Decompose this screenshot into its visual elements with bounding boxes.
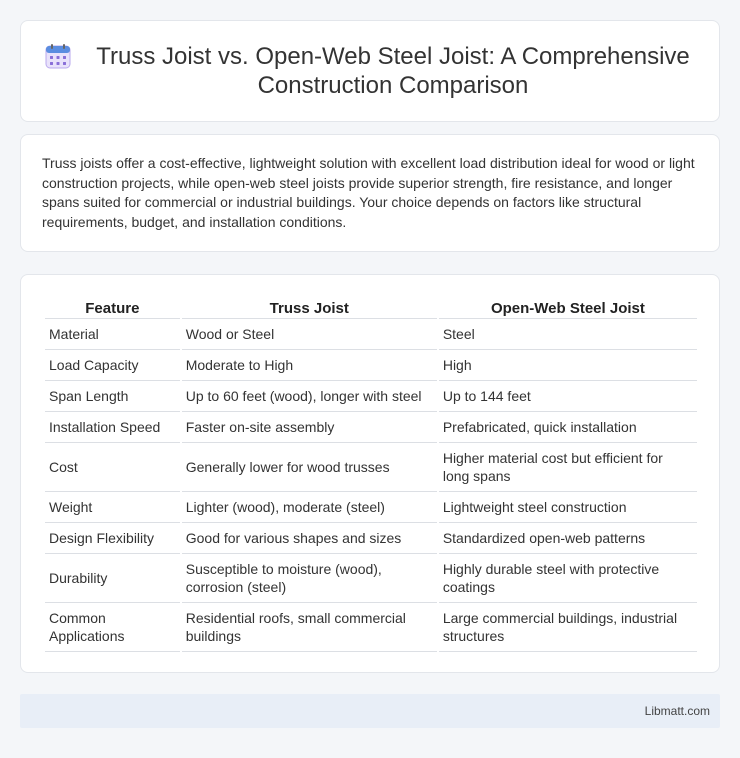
steel-joist-cell: Highly durable steel with protective coatings [439,554,697,603]
truss-joist-cell: Residential roofs, small commercial buildings [182,603,437,652]
table-row [45,603,697,652]
steel-joist-cell: Large commercial buildings, industrial structures [439,603,697,652]
truss-joist-cell: Moderate to High [182,350,437,381]
feature-cell: Load Capacity [45,350,180,381]
truss-joist-cell: Lighter (wood), moderate (steel) [182,492,437,523]
feature-cell: Design Flexibility [45,523,180,554]
column-header-steel-joist: Open-Web Steel Joist [439,293,697,319]
steel-joist-cell: Lightweight steel construction [439,492,697,523]
steel-joist-cell: Higher material cost but efficient for long spans [439,443,697,492]
intro-card [20,134,720,252]
truss-joist-cell: Faster on-site assembly [182,412,437,443]
footer-site-link[interactable]: Libmatt.com [644,704,710,718]
table-header-row [45,293,697,319]
truss-joist-cell: Wood or Steel [182,319,437,350]
table-row [45,412,697,443]
steel-joist-cell: High [439,350,697,381]
table-row [45,492,697,523]
column-header-truss-joist: Truss Joist [182,293,437,319]
intro-text: Truss joists offer a cost-effective, lightweight solution with excellent load distribution ideal for wood or light construction projects, while open-web steel joists provide superior strength, fire resistance, and longer spans suited for commercial or industrial buildings. Your choice depends on factors like structural requirements, budget, and installation conditions. [42,155,695,230]
calendar-icon [45,43,71,69]
column-header-feature: Feature [45,293,180,319]
table-row [45,554,697,603]
steel-joist-cell: Up to 144 feet [439,381,697,412]
table-row [45,319,697,350]
footer [20,694,720,728]
title-card [20,20,720,122]
feature-cell: Span Length [45,381,180,412]
feature-cell: Common Applications [45,603,180,652]
table-row [45,443,697,492]
feature-cell: Cost [45,443,180,492]
truss-joist-cell: Susceptible to moisture (wood), corrosion (steel) [182,554,437,603]
truss-joist-cell: Good for various shapes and sizes [182,523,437,554]
steel-joist-cell: Steel [439,319,697,350]
feature-cell: Weight [45,492,180,523]
page-title: Truss Joist vs. Open-Web Steel Joist: A Comprehensive Construction Comparison [96,43,690,99]
comparison-table [43,293,699,652]
table-row [45,523,697,554]
feature-cell: Installation Speed [45,412,180,443]
steel-joist-cell: Standardized open-web patterns [439,523,697,554]
steel-joist-cell: Prefabricated, quick installation [439,412,697,443]
feature-cell: Material [45,319,180,350]
table-row [45,381,697,412]
feature-cell: Durability [45,554,180,603]
table-row [45,350,697,381]
truss-joist-cell: Up to 60 feet (wood), longer with steel [182,381,437,412]
comparison-card [20,274,720,673]
truss-joist-cell: Generally lower for wood trusses [182,443,437,492]
